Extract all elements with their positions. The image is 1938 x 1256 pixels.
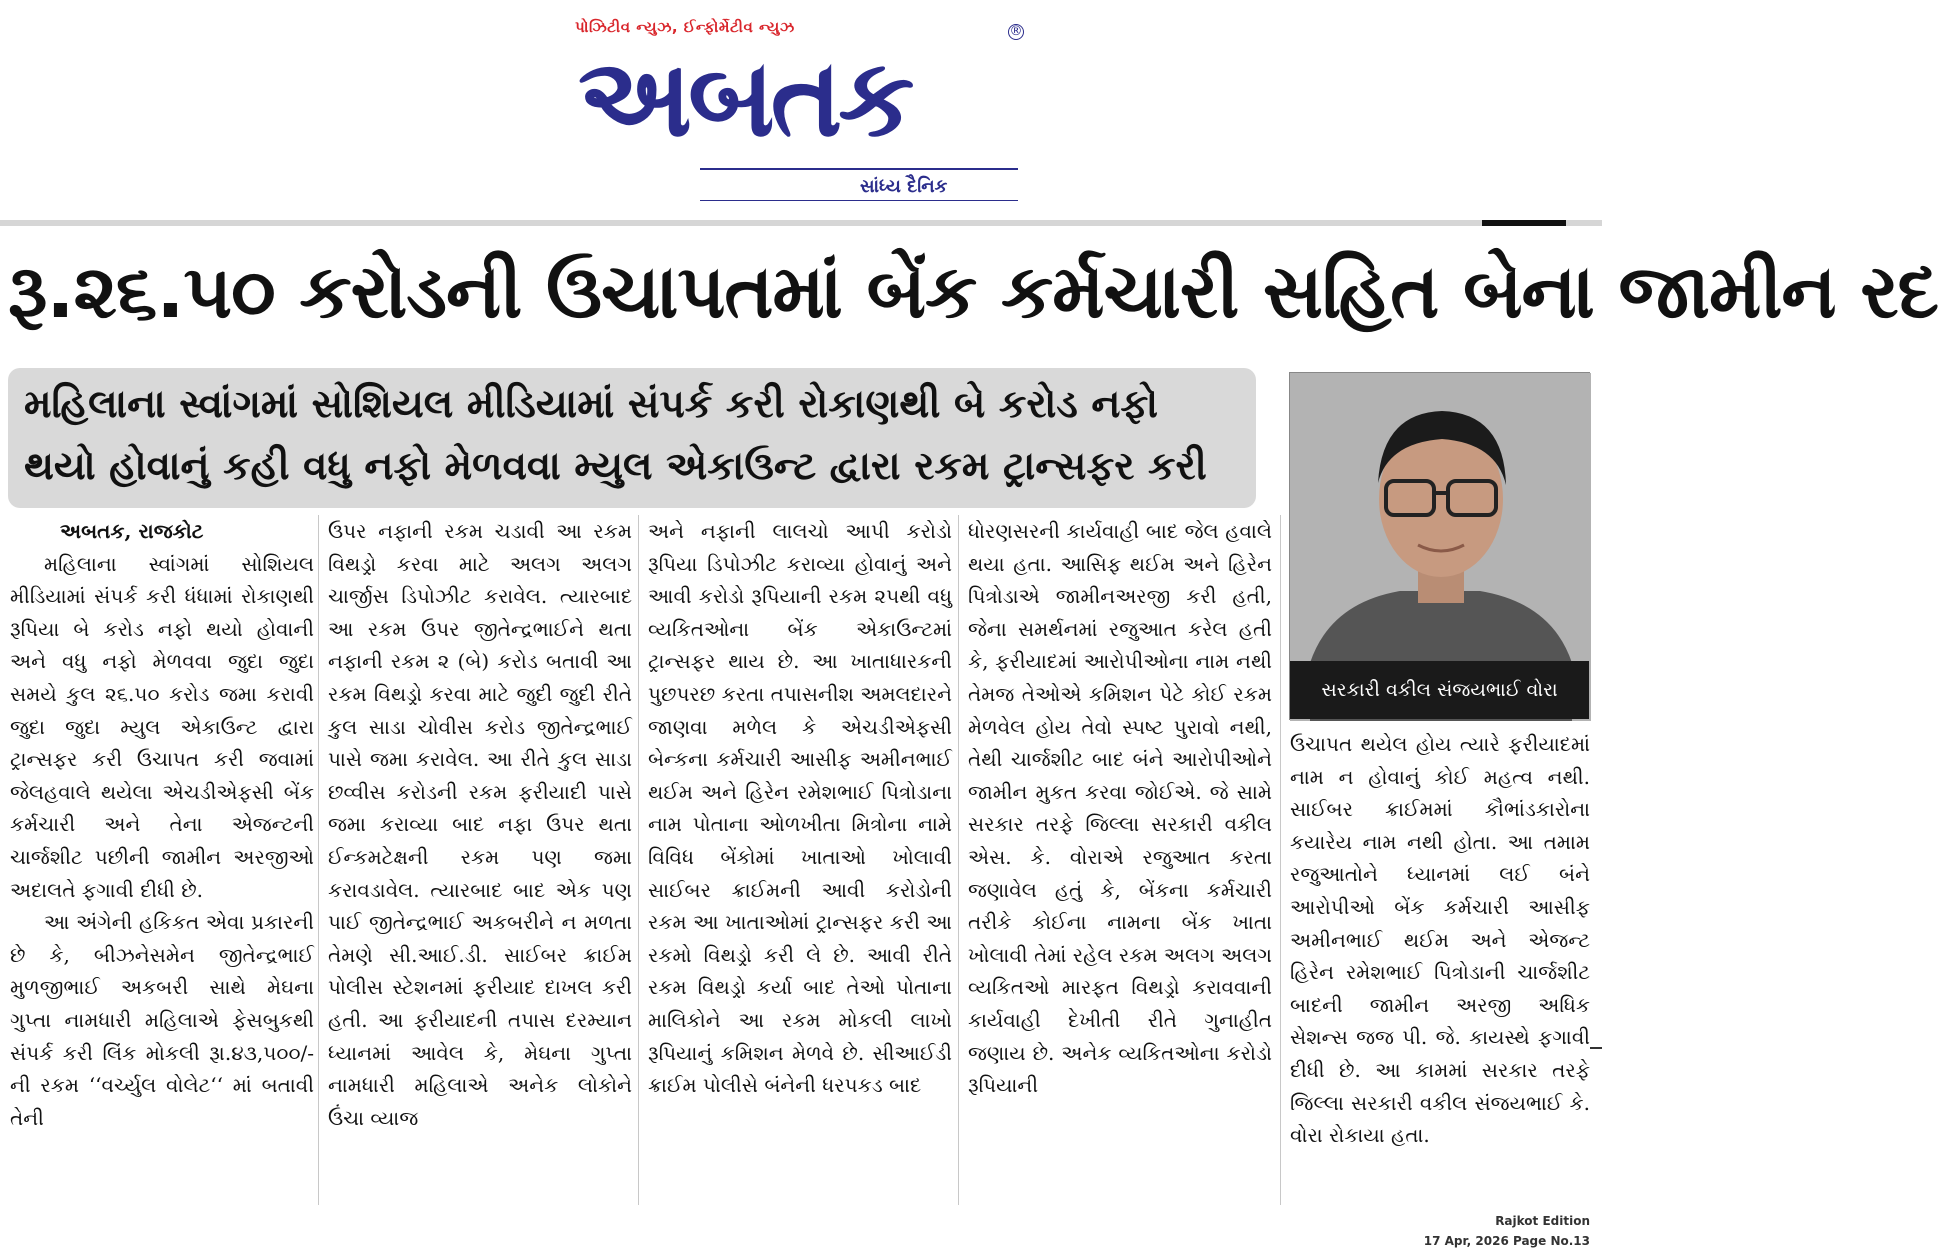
page-edge-mark (1590, 1047, 1602, 1049)
registered-mark: ® (1009, 24, 1023, 39)
date-page-label: 17 Apr, 2026 Page No.13 (1423, 1234, 1590, 1248)
article-column-2 (328, 515, 632, 1205)
headline: રૂ.૨૬.૫૦ કરોડની ઉચાપતમાં બેંક કર્મચારી સહિત બેના જામીન રદ (8, 249, 1938, 335)
header-corner-bar (1482, 220, 1566, 226)
subheadline-box (8, 368, 1256, 508)
article-paragraph: આ અંગેની હકિકત એવા પ્રકારની છે કે, બીઝનેસમેન જીતેન્દ્રભાઈ મુળજીભાઈ અકબરી સાથે મેઘના ગુપ્તા નામધારી મહિલાએ ફેસબુકથી સંપર્ક કરી લિંક મોકલી રૂા.૪૩,૫૦૦/- ની રકમ ‘‘વર્ચ્યુલ વોલેટ‘‘ માં બતાવી તેની (10, 910, 314, 1130)
article-column-4 (968, 515, 1272, 1205)
logo-underline (700, 200, 1018, 201)
article-paragraph: અને નફાની લાલચો આપી કરોડો રૂપિયા ડિપોઝીટ કરાવ્યા હોવાનું અને આવી કરોડો રૂપિયાની રકમ ૨૫થી વધુ વ્યકિતઓના બેંક એકાઉન્ટમાં ટ્રાન્સફર થાય છે. આ ખાતાધારકની પુછપરછ કરતા તપાસનીશ અમલદારને જાણવા મળેલ કે એચડીએફસી બેન્કના કર્મચારી આસીફ અમીનભાઈ થઈમ અને હિરેન રમેશભાઈ પિત્રોડાના નામ પોતાના ઓળખીતા મિત્રોના નામે વિવિધ બેંકોમાં ખાતાઓ ખોલાવી સાઈબર ક્રાઈમની આવી કરોડોની રકમ આ ખાતાઓમાં ટ્રાન્સફર કરી આ રકમો વિથડ્રો કરી લે છે. આવી રીતે રકમ વિથડ્રો કર્યા બાદ તેઓ પોતાના માલિકોને આ રકમ મોકલી લાખો રૂપિયાનું કમિશન મેળવે છે. સીઆઈડી ક્રાઈમ પોલીસે બંનેની ધરપકડ બાદ (648, 519, 952, 1098)
subheadline-line-2: થયો હોવાનું કહી વધુ નફો મેળવવા મ્યુલ એકાઉન્ટ દ્વારા રકમ ટ્રાન્સફર કરી (24, 444, 1207, 489)
article-column-5 (1290, 728, 1590, 1205)
article-paragraph: મહિલાના સ્વાંગમાં સોશિયલ મીડિયામાં સંપર્ક કરી ધંધામાં રોકાણથી રૂપિયા બે કરોડ નફો થયો હોવાની અને વધુ નફો મેળવવા જુદા જુદા સમયે કુલ ૨૬.૫૦ કરોડ જમા કરાવી જુદા જુદા મ્યુલ એકાઉન્ટ દ્વારા ટ્રાન્સફર કરી ઉચાપત કરી જવામાં જેલહવાલે થયેલા એચડીએફસી બેંક કર્મચારી અને તેના એજન્ટની ચાર્જશીટ પછીની જામીન અરજીઓ અદાલતે ફગાવી દીધી છે. (10, 551, 314, 902)
logo-divider (700, 168, 1018, 170)
masthead-tagline: પોઝિટીવ ન્યુઝ, ઈન્ફોર્મેટીવ ન્યુઝ (575, 18, 795, 36)
lawyer-photo (1289, 372, 1590, 720)
column-divider (1280, 515, 1281, 1205)
article-paragraph: ધોરણસરની કાર્યવાહી બાદ જેલ હવાલે થયા હતા. આસિફ થઈમ અને હિરેન પિત્રોડાએ જામીનઅરજી કરી હતી, જેના સમર્થનમાં રજુઆત કરેલ હતી કે, ફરીયાદમાં આરોપીઓના નામ નથી તેમજ તેઓએ કમિશન પેટે કોઈ રકમ મેળવેલ હોય તેવો સ્પષ્ટ પુરાવો નથી, તેથી ચાર્જશીટ બાદ બંને આરોપીઓને જામીન મુકત કરવા જોઈએ. જે સામે સરકાર તરફે જિલ્લા સરકારી વકીલ એસ. કે. વોરાએ રજુઆત કરતા જણાવેલ હતું કે, બેંકના કર્મચારી તરીકે કોઈના નામના બેંક ખાતા ખોલાવી તેમાં રહેલ રકમ અલગ અલગ વ્યકિતઓ મારફત વિથડ્રો કરાવવાની કાર્યવાહી દેખીતી રીતે ગુનાહીત જણાય છે. અનેક વ્યકિતઓના કરોડો રૂપિયાની (968, 519, 1272, 1098)
dateline: અબતક, રાજકોટ (60, 519, 204, 543)
column-divider (318, 515, 319, 1205)
header-rule (0, 220, 1602, 226)
column-divider (958, 515, 959, 1205)
column-divider (638, 515, 639, 1205)
photo-caption: સરકારી વકીલ સંજયભાઈ વોરા (1290, 661, 1589, 719)
masthead-subtitle: સાંધ્ય દૈનિક (860, 176, 948, 197)
edition-label: Rajkot Edition (1495, 1214, 1590, 1228)
newspaper-logo: અબતક (578, 36, 911, 161)
article-column-3 (648, 515, 952, 1205)
article-paragraph: ઉપર નફાની રકમ ચડાવી આ રકમ વિથડ્રો કરવા માટે અલગ અલગ ચાર્જીસ ડિપોઝીટ કરાવેલ. ત્યારબાદ આ રકમ ઉપર જીતેન્દ્રભાઈને થતા નફાની રકમ ૨ (બે) કરોડ બતાવી આ રકમ વિથડ્રો કરવા માટે જુદી જુદી રીતે કુલ સાડા ચોવીસ કરોડ જીતેન્દ્રભાઈ પાસે જમા કરાવેલ. આ રીતે કુલ સાડા છવ્વીસ કરોડની રકમ ફરીયાદી પાસે જમા કરાવ્યા બાદ નફા ઉપર થતા ઈન્કમટેક્ષની રકમ પણ જમા કરાવડાવેલ. ત્યારબાદ બાદ એક પણ પાઈ જીતેન્દ્રભાઈ અકબરીને ન મળતા તેમણે સી.આઈ.ડી. સાઈબર ક્રાઈમ પોલીસ સ્ટેશનમાં ફરીયાદ દાખલ કરી હતી. આ ફરીયાદની તપાસ દરમ્યાન ધ્યાનમાં આવેલ કે, મેઘના ગુપ્તા નામધારી મહિલાએ અનેક લોકોને ઉંચા વ્યાજ (328, 519, 632, 1130)
article-paragraph: ઉચાપત થયેલ હોય ત્યારે ફરીયાદમાં નામ ન હોવાનું કોઈ મહત્વ નથી. સાઈબર ક્રાઈમમાં કૌભાંડકારોના કયારેય નામ નથી હોતા. આ તમામ રજુઆતોને ધ્યાનમાં લઈ બંને આરોપીઓ બેંક કર્મચારી આસીફ અમીનભાઈ થઈમ અને એજન્ટ હિરેન રમેશભાઈ પિત્રોડાની ચાર્જશીટ બાદની જામીન અરજી અધિક સેશન્સ જજ પી. જે. કાયસ્થે ફગાવી દીધી છે. આ કામમાં સરકાર તરફે જિલ્લા સરકારી વકીલ સંજયભાઈ કે. વોરા રોકાયા હતા. (1290, 732, 1590, 1148)
subheadline-line-1: મહિલાના સ્વાંગમાં સોશિયલ મીડિયામાં સંપર્ક કરી રોકાણથી બે કરોડ નફો (24, 382, 1158, 427)
article-column-1 (10, 515, 314, 1205)
